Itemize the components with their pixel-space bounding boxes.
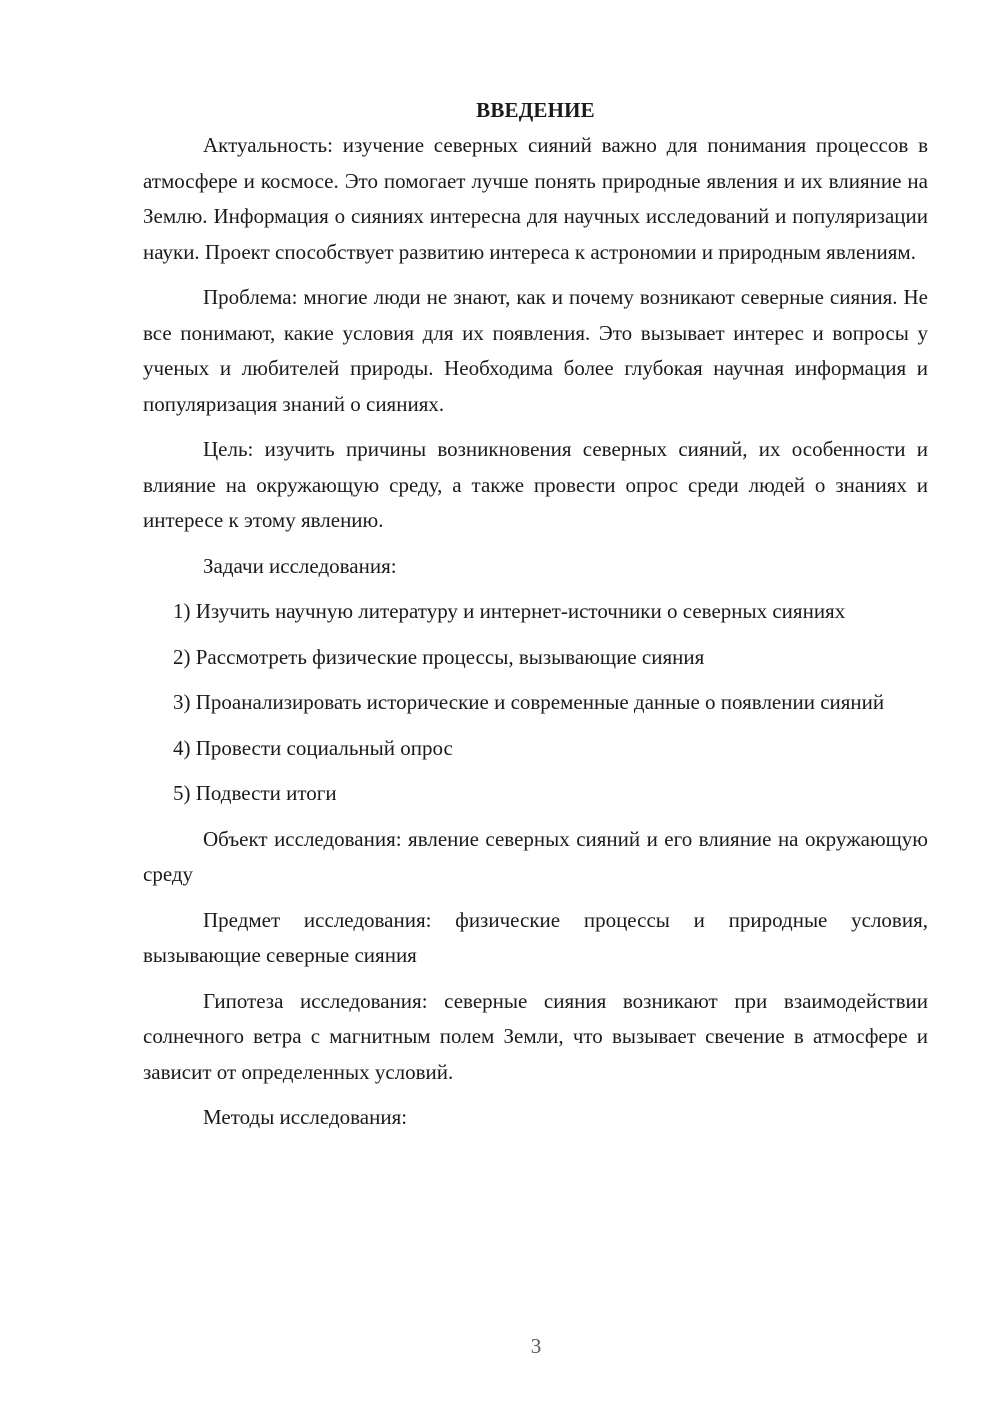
task-item: 2) Рассмотреть физические процессы, вызывающие сияния bbox=[173, 644, 705, 669]
task-item: 4) Провести социальный опрос bbox=[173, 735, 453, 760]
paragraph-hypothesis: Гипотеза исследования: северные сияния возникают при взаимодействии солнечного ветра с магнитным полем Земли, что вызывает свечение в атмосфере и зависит от определенных условий. bbox=[143, 988, 928, 1084]
paragraph-subject: Предмет исследования: физические процессы и природные условия, вызывающие северные сияния bbox=[143, 907, 928, 967]
paragraph-tasks-title: Задачи исследования: bbox=[203, 553, 397, 578]
paragraph-goal: Цель: изучить причины возникновения северных сияний, их особенности и влияние на окружающую среду, а также провести опрос среди людей о знаниях и интересе к этому явлению. bbox=[143, 437, 928, 532]
section-heading: ВВЕДЕНИЕ bbox=[476, 98, 595, 122]
page-number: 3 bbox=[530, 1334, 542, 1358]
paragraph-problem: Проблема: многие люди не знают, как и почему возникают северные сияния. Не все понимают, какие условия для их появления. Это вызывает интерес и вопросы у ученых и любителей природы. Необходима более глубокая научная информация и популяризация знаний о сияниях. bbox=[143, 285, 928, 416]
paragraph-methods-title: Методы исследования: bbox=[203, 1105, 408, 1129]
paragraph-relevance: Актуальность: изучение северных сияний важно для понимания процессов в атмосфере и космосе. Это помогает лучше понять природные явления и их влияние на Землю. Информация о сияниях интересна для научных исследований и популяризации науки. Проект способствует развитию интереса к астрономии и природным явлениям. bbox=[143, 133, 928, 264]
document-page bbox=[143, 92, 928, 1146]
task-item: 1) Изучить научную литературу и интернет-источники о северных сияниях bbox=[173, 599, 846, 623]
task-item: 5) Подвести итоги bbox=[173, 781, 337, 805]
task-item: 3) Проанализировать исторические и современные данные о появлении сияний bbox=[173, 690, 885, 714]
paragraph-object: Объект исследования: явление северных сияний и его влияние на окружающую среду bbox=[143, 826, 928, 886]
